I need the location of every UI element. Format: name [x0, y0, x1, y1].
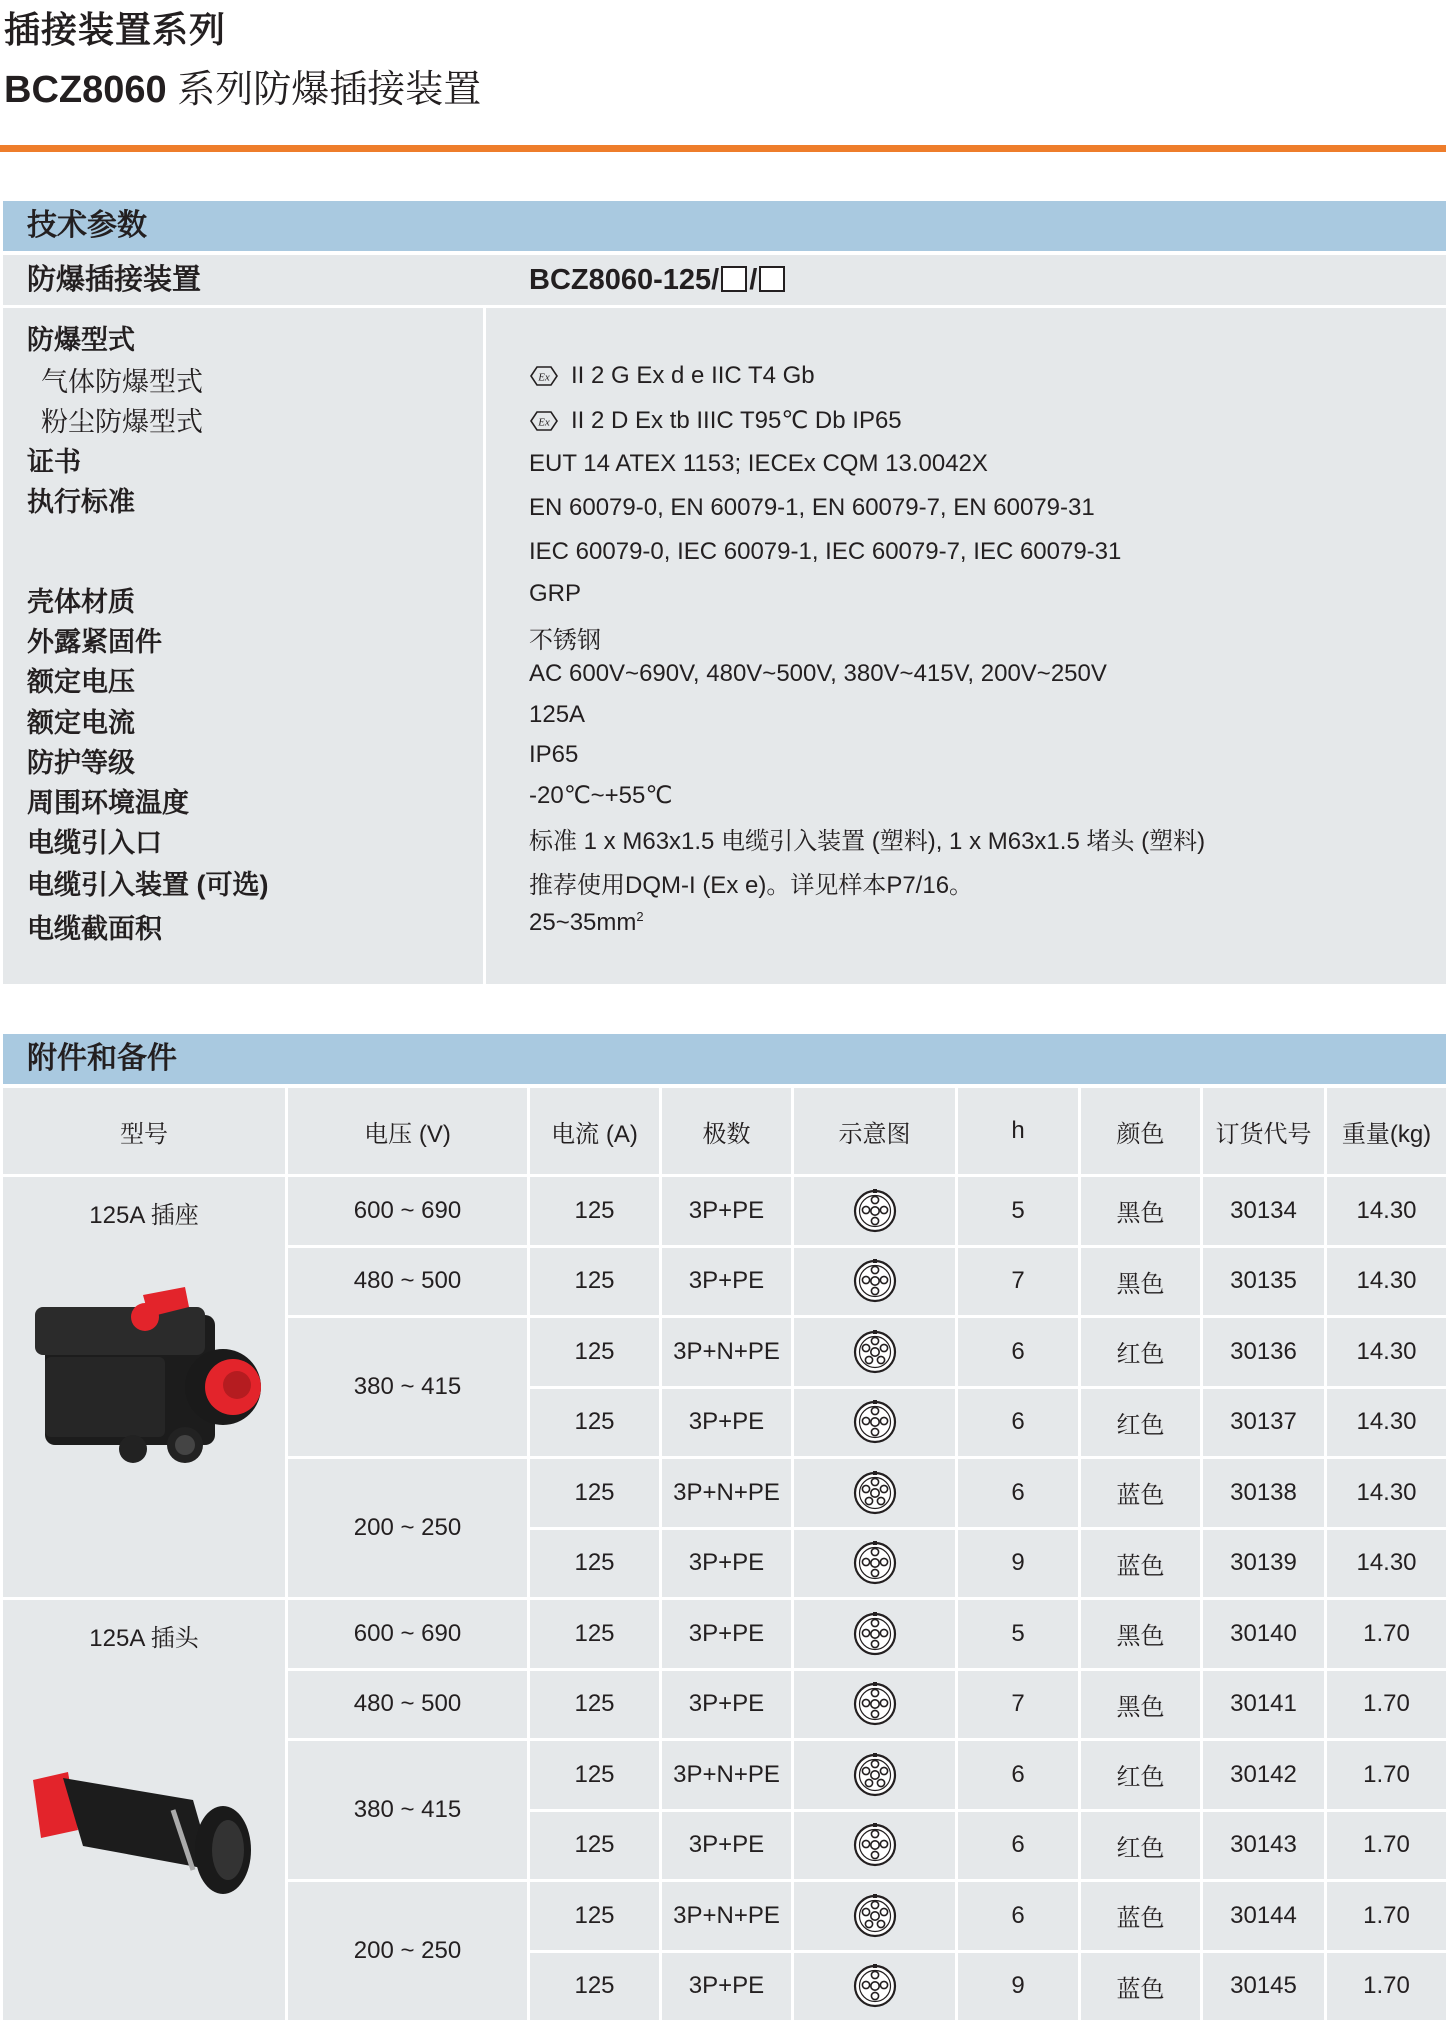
pin-layout-icon [852, 1893, 898, 1939]
column-header-text: h [1011, 1117, 1024, 1145]
order-code-cell [1203, 1248, 1324, 1316]
pin-layout-icon [852, 1329, 898, 1375]
order-code-value: 30138 [1230, 1479, 1297, 1507]
spec-label: 壳体材质 [27, 580, 135, 619]
voltage-cell [288, 1882, 527, 2020]
current-cell [530, 1600, 659, 1668]
order-code-cell [1203, 1389, 1324, 1457]
color-value: 蓝色 [1117, 1898, 1165, 1933]
h-cell [958, 1248, 1078, 1316]
weight-value: 14.30 [1356, 1479, 1416, 1507]
spec-label: 证书 [27, 440, 81, 479]
color-value: 红色 [1117, 1405, 1165, 1440]
product-label: 防爆插接装置 [27, 255, 201, 305]
voltage-cell [288, 1318, 527, 1456]
superscript: 2 [636, 909, 643, 924]
order-code-value: 30141 [1230, 1690, 1297, 1718]
orange-divider [0, 145, 1446, 152]
voltage-value: 200 ~ 250 [354, 1514, 461, 1542]
weight-cell [1327, 1248, 1446, 1316]
column-header [794, 1088, 955, 1174]
spec-value [529, 909, 644, 937]
spec-value-text: IP65 [529, 741, 578, 768]
voltage-value: 380 ~ 415 [354, 1373, 461, 1401]
column-header-text: 颜色 [1117, 1114, 1165, 1149]
poles-value: 3P+N+PE [673, 1902, 780, 1930]
current-cell [530, 1812, 659, 1880]
order-code-cell [1203, 1600, 1324, 1668]
diagram-cell [794, 1530, 955, 1598]
order-code-cell [1203, 1530, 1324, 1598]
current-value: 125 [574, 1479, 614, 1507]
spec-value-text: EUT 14 ATEX 1153; IECEx CQM 13.0042X [529, 450, 988, 477]
order-code-value: 30137 [1230, 1408, 1297, 1436]
diagram-cell [794, 1741, 955, 1809]
column-header-text: 电压 (V) [364, 1114, 451, 1149]
column-header [1081, 1088, 1200, 1174]
pin-layout-icon [852, 1540, 898, 1586]
current-cell [530, 1953, 659, 2020]
poles-value: 3P+PE [689, 1972, 764, 2000]
poles-cell [662, 1389, 791, 1457]
color-value: 红色 [1117, 1757, 1165, 1792]
voltage-cell [288, 1248, 527, 1316]
color-value: 黑色 [1117, 1616, 1165, 1651]
ex-mark-icon [529, 365, 559, 387]
h-cell [958, 1953, 1078, 2020]
poles-cell [662, 1812, 791, 1880]
current-value: 125 [574, 1197, 614, 1225]
weight-cell [1327, 1318, 1446, 1386]
voltage-value: 480 ~ 500 [354, 1267, 461, 1295]
color-cell [1081, 1882, 1200, 1950]
poles-value: 3P+PE [689, 1831, 764, 1859]
voltage-value: 480 ~ 500 [354, 1690, 461, 1718]
spec-value [529, 821, 1205, 856]
color-value: 蓝色 [1117, 1475, 1165, 1510]
order-code-cell [1203, 1812, 1324, 1880]
spec-table [3, 308, 1446, 984]
h-value: 6 [1011, 1408, 1024, 1436]
voltage-cell [288, 1600, 527, 1668]
column-header-text: 极数 [703, 1114, 751, 1149]
weight-cell [1327, 1177, 1446, 1245]
column-header-text: 示意图 [839, 1114, 911, 1149]
model-prefix: BCZ8060 [4, 69, 167, 111]
poles-value: 3P+N+PE [673, 1761, 780, 1789]
weight-cell [1327, 1530, 1446, 1598]
diagram-cell [794, 1600, 955, 1668]
weight-cell [1327, 1882, 1446, 1950]
h-cell [958, 1389, 1078, 1457]
pin-layout-icon [852, 1822, 898, 1868]
spec-value-text: GRP [529, 580, 581, 607]
weight-value: 1.70 [1363, 1761, 1410, 1789]
weight-value: 14.30 [1356, 1549, 1416, 1577]
voltage-value: 200 ~ 250 [354, 1937, 461, 1965]
pin-layout-icon [852, 1470, 898, 1516]
document-title [4, 58, 481, 113]
weight-cell [1327, 1741, 1446, 1809]
poles-value: 3P+N+PE [673, 1479, 780, 1507]
product-model-sep: / [749, 264, 757, 296]
spec-value-text: IEC 60079-0, IEC 60079-1, IEC 60079-7, IEC 60079-31 [529, 538, 1121, 565]
placeholder-box [759, 266, 785, 292]
color-cell [1081, 1812, 1200, 1880]
h-value: 7 [1011, 1690, 1024, 1718]
color-cell [1081, 1671, 1200, 1739]
current-value: 125 [574, 1972, 614, 2000]
weight-value: 1.70 [1363, 1902, 1410, 1930]
current-value: 125 [574, 1408, 614, 1436]
spec-divider [483, 308, 486, 984]
h-cell [958, 1671, 1078, 1739]
color-value: 蓝色 [1117, 1969, 1165, 2004]
column-header [3, 1088, 285, 1174]
h-cell [958, 1600, 1078, 1668]
spec-value [529, 865, 973, 900]
weight-value: 1.70 [1363, 1831, 1410, 1859]
spec-value [529, 660, 1107, 688]
spec-label: 额定电压 [27, 660, 135, 699]
socket-photo [25, 1277, 265, 1477]
order-code-value: 30139 [1230, 1549, 1297, 1577]
spec-value-text: -20℃~+55℃ [529, 782, 672, 809]
order-code-value: 30134 [1230, 1197, 1297, 1225]
poles-value: 3P+PE [689, 1620, 764, 1648]
order-code-cell [1203, 1741, 1324, 1809]
diagram-cell [794, 1318, 955, 1386]
color-cell [1081, 1177, 1200, 1245]
h-value: 6 [1011, 1831, 1024, 1859]
h-value: 5 [1011, 1197, 1024, 1225]
voltage-value: 600 ~ 690 [354, 1620, 461, 1648]
weight-value: 14.30 [1356, 1338, 1416, 1366]
weight-value: 14.30 [1356, 1197, 1416, 1225]
spec-label: 电缆截面积 [27, 907, 162, 946]
h-cell [958, 1177, 1078, 1245]
product-row [3, 255, 1446, 305]
spec-value-text: EN 60079-0, EN 60079-1, EN 60079-7, EN 60079-31 [529, 494, 1095, 521]
color-value: 红色 [1117, 1334, 1165, 1369]
poles-value: 3P+N+PE [673, 1338, 780, 1366]
color-cell [1081, 1248, 1200, 1316]
spec-value [529, 701, 585, 729]
color-cell [1081, 1459, 1200, 1527]
color-cell [1081, 1953, 1200, 2020]
column-header [1203, 1088, 1324, 1174]
h-cell [958, 1741, 1078, 1809]
order-code-value: 30143 [1230, 1831, 1297, 1859]
spec-label: 额定电流 [27, 701, 135, 740]
diagram-cell [794, 1389, 955, 1457]
color-value: 黑色 [1117, 1687, 1165, 1722]
column-header-text: 订货代号 [1216, 1114, 1312, 1149]
spec-value-text: AC 600V~690V, 480V~500V, 380V~415V, 200V~250V [529, 660, 1107, 687]
spec-label: 外露紧固件 [27, 620, 162, 659]
spec-value-text: 推荐使用DQM-I (Ex e)。详见样本P7/16。 [529, 872, 973, 899]
color-cell [1081, 1600, 1200, 1668]
h-value: 9 [1011, 1549, 1024, 1577]
spec-value [529, 580, 581, 608]
poles-cell [662, 1671, 791, 1739]
diagram-cell [794, 1459, 955, 1527]
poles-cell [662, 1741, 791, 1809]
voltage-value: 600 ~ 690 [354, 1197, 461, 1225]
pin-layout-icon [852, 1681, 898, 1727]
poles-cell [662, 1459, 791, 1527]
poles-cell [662, 1248, 791, 1316]
current-value: 125 [574, 1620, 614, 1648]
current-cell [530, 1671, 659, 1739]
column-header-text: 型号 [120, 1114, 168, 1149]
current-value: 125 [574, 1267, 614, 1295]
poles-cell [662, 1177, 791, 1245]
order-code-cell [1203, 1318, 1324, 1386]
poles-value: 3P+PE [689, 1690, 764, 1718]
h-cell [958, 1459, 1078, 1527]
weight-cell [1327, 1600, 1446, 1668]
diagram-cell [794, 1671, 955, 1739]
spec-label: 执行标准 [27, 480, 135, 519]
spec-value [529, 450, 988, 478]
current-cell [530, 1389, 659, 1457]
poles-value: 3P+PE [689, 1549, 764, 1577]
svg-text:Ex: Ex [537, 372, 550, 384]
order-code-cell [1203, 1953, 1324, 2020]
h-cell [958, 1530, 1078, 1598]
poles-cell [662, 1600, 791, 1668]
poles-cell [662, 1318, 791, 1386]
pin-layout-icon [852, 1963, 898, 2009]
spec-label: 气体防爆型式 [41, 360, 203, 399]
weight-value: 14.30 [1356, 1267, 1416, 1295]
diagram-cell [794, 1882, 955, 1950]
h-value: 6 [1011, 1902, 1024, 1930]
plug-photo [23, 1750, 263, 1910]
order-code-value: 30135 [1230, 1267, 1297, 1295]
pin-layout-icon [852, 1611, 898, 1657]
pin-layout-icon [852, 1258, 898, 1304]
spec-value-text: 25~35mm [529, 909, 636, 936]
weight-cell [1327, 1389, 1446, 1457]
column-header [662, 1088, 791, 1174]
current-value: 125 [574, 1831, 614, 1859]
poles-cell [662, 1882, 791, 1950]
voltage-cell [288, 1459, 527, 1597]
current-cell [530, 1741, 659, 1809]
current-value: 125 [574, 1549, 614, 1577]
spec-value [529, 781, 672, 810]
current-value: 125 [574, 1761, 614, 1789]
spec-value [529, 406, 902, 435]
column-header-text: 电流 (A) [551, 1114, 638, 1149]
svg-text:Ex: Ex [537, 417, 550, 429]
h-value: 7 [1011, 1267, 1024, 1295]
spec-label: 电缆引入口 [27, 821, 162, 860]
order-code-value: 30136 [1230, 1338, 1297, 1366]
spec-value [529, 538, 1121, 566]
color-cell [1081, 1530, 1200, 1598]
order-code-cell [1203, 1882, 1324, 1950]
spec-label: 防爆型式 [27, 318, 135, 357]
spec-value [529, 620, 601, 655]
placeholder-box [721, 266, 747, 292]
column-header [288, 1088, 527, 1174]
product-model-text: BCZ8060-125/ [529, 264, 719, 296]
h-value: 6 [1011, 1761, 1024, 1789]
current-value: 125 [574, 1338, 614, 1366]
diagram-cell [794, 1177, 955, 1245]
weight-cell [1327, 1459, 1446, 1527]
spec-label: 周围环境温度 [27, 781, 189, 820]
spec-label: 电缆引入装置 (可选) [27, 863, 268, 902]
h-cell [958, 1882, 1078, 1950]
spec-value-text: 125A [529, 701, 585, 728]
poles-cell [662, 1953, 791, 2020]
color-value: 红色 [1117, 1828, 1165, 1863]
column-header-text: 重量(kg) [1342, 1114, 1431, 1149]
weight-cell [1327, 1812, 1446, 1880]
h-cell [958, 1812, 1078, 1880]
tech-params-header: 技术参数 [3, 201, 1446, 251]
current-cell [530, 1248, 659, 1316]
color-cell [1081, 1389, 1200, 1457]
order-code-value: 30144 [1230, 1902, 1297, 1930]
spec-value [529, 494, 1095, 522]
diagram-cell [794, 1953, 955, 2020]
color-cell [1081, 1741, 1200, 1809]
current-cell [530, 1459, 659, 1527]
h-value: 6 [1011, 1338, 1024, 1366]
weight-value: 1.70 [1363, 1620, 1410, 1648]
spec-value-text: II 2 G Ex d e IIC T4 Gb [571, 362, 815, 389]
column-header [530, 1088, 659, 1174]
column-header [958, 1088, 1078, 1174]
color-value: 黑色 [1117, 1193, 1165, 1228]
spec-value-text: 不锈钢 [529, 627, 601, 654]
model-suffix: 系列防爆插接装置 [177, 69, 481, 111]
order-code-value: 30142 [1230, 1761, 1297, 1789]
poles-value: 3P+PE [689, 1267, 764, 1295]
weight-cell [1327, 1953, 1446, 2020]
series-title: 插接装置系列 [4, 2, 226, 53]
pin-layout-icon [852, 1752, 898, 1798]
voltage-cell [288, 1741, 527, 1879]
diagram-cell [794, 1248, 955, 1316]
ex-mark-icon [529, 410, 559, 432]
voltage-value: 380 ~ 415 [354, 1796, 461, 1824]
order-code-cell [1203, 1177, 1324, 1245]
spec-value [529, 362, 815, 390]
poles-value: 3P+PE [689, 1197, 764, 1225]
spec-value [529, 741, 578, 769]
product-type-label: 125A 插头 [89, 1618, 198, 1653]
spec-label: 防护等级 [27, 741, 135, 780]
spec-value-text: 标准 1 x M63x1.5 电缆引入装置 (塑料), 1 x M63x1.5 堵头 (塑料) [529, 828, 1205, 855]
poles-cell [662, 1530, 791, 1598]
product-type-label: 125A 插座 [89, 1195, 198, 1230]
color-cell [1081, 1318, 1200, 1386]
weight-value: 1.70 [1363, 1972, 1410, 2000]
current-value: 125 [574, 1902, 614, 1930]
order-code-value: 30145 [1230, 1972, 1297, 2000]
voltage-cell [288, 1177, 527, 1245]
current-cell [530, 1177, 659, 1245]
current-value: 125 [574, 1690, 614, 1718]
poles-value: 3P+PE [689, 1408, 764, 1436]
h-value: 6 [1011, 1479, 1024, 1507]
h-value: 5 [1011, 1620, 1024, 1648]
weight-value: 1.70 [1363, 1690, 1410, 1718]
weight-value: 14.30 [1356, 1408, 1416, 1436]
accessories-header: 附件和备件 [3, 1034, 1446, 1084]
current-cell [530, 1530, 659, 1598]
color-value: 黑色 [1117, 1264, 1165, 1299]
spec-value-text: II 2 D Ex tb IIIC T95℃ Db IP65 [571, 407, 902, 434]
column-header [1327, 1088, 1446, 1174]
h-value: 9 [1011, 1972, 1024, 2000]
current-cell [530, 1882, 659, 1950]
spec-label: 粉尘防爆型式 [41, 400, 203, 439]
order-code-value: 30140 [1230, 1620, 1297, 1648]
diagram-cell [794, 1812, 955, 1880]
voltage-cell [288, 1671, 527, 1739]
weight-cell [1327, 1671, 1446, 1739]
color-value: 蓝色 [1117, 1546, 1165, 1581]
h-cell [958, 1318, 1078, 1386]
order-code-cell [1203, 1459, 1324, 1527]
pin-layout-icon [852, 1188, 898, 1234]
pin-layout-icon [852, 1399, 898, 1445]
order-code-cell [1203, 1671, 1324, 1739]
current-cell [530, 1318, 659, 1386]
product-model [529, 255, 787, 305]
